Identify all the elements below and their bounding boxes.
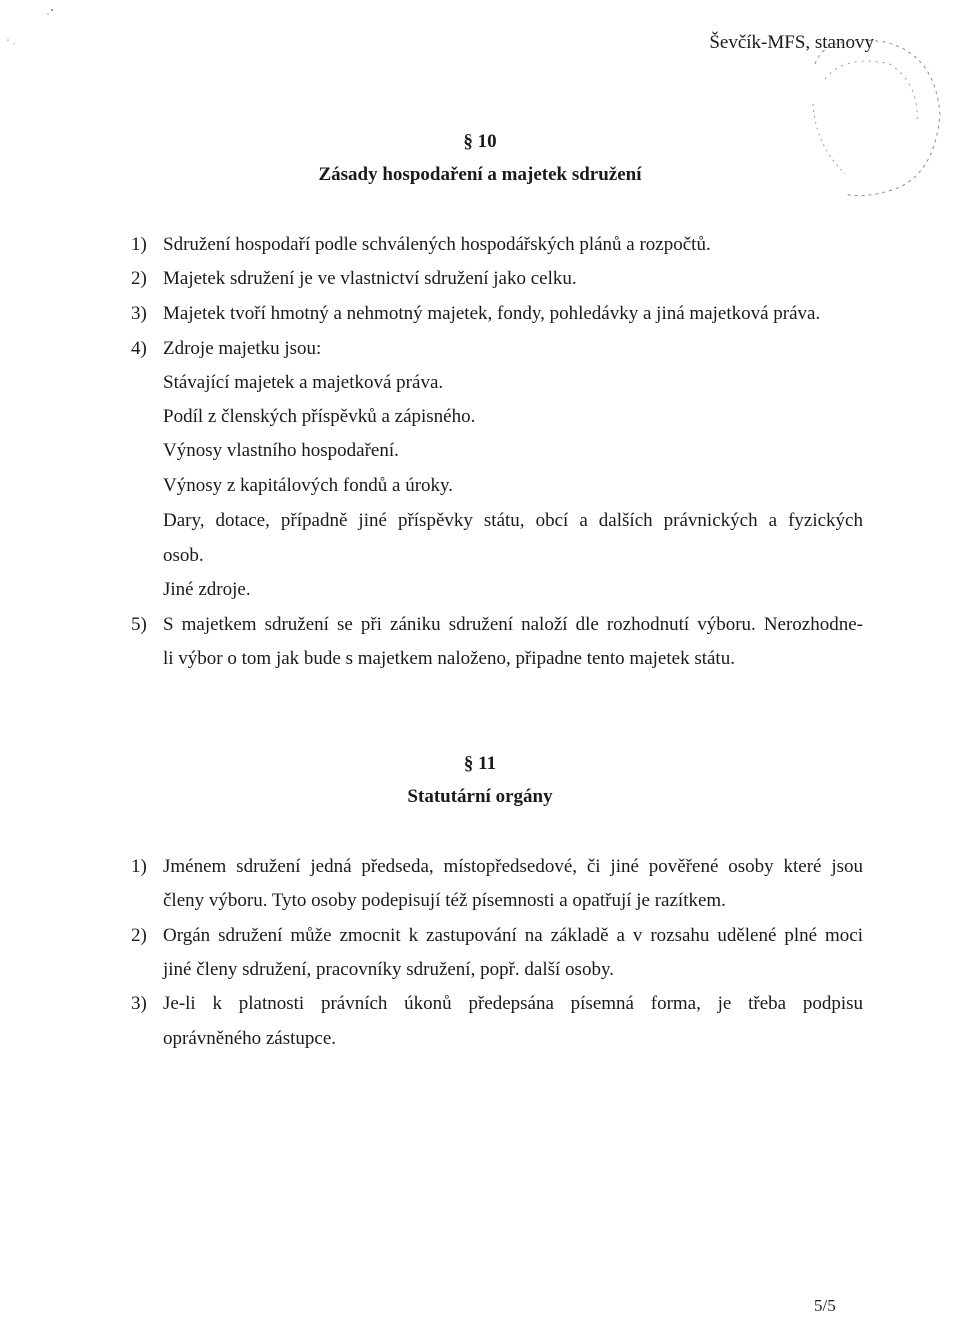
s10-item-4-text: Zdroje majetku jsou: <box>163 338 322 359</box>
s11-item-1-line-1: Jménem sdružení jedná předseda, místopředsedové, či jiné pověřené osoby které jsou <box>163 856 863 877</box>
s10-item-4-sub-5-cont: osob. <box>163 545 204 566</box>
s10-item-3-number: 3) <box>131 303 147 324</box>
s11-item-3-number: 3) <box>131 993 147 1014</box>
s10-item-5-number: 5) <box>131 614 147 635</box>
s10-item-4-sub-3: Výnosy vlastního hospodaření. <box>163 440 399 461</box>
s10-item-5-line-1: S majetkem sdružení se při zániku sdružení naloží dle rozhodnutí výboru. Nerozhodne- <box>163 614 863 635</box>
s11-item-1-number: 1) <box>131 856 147 877</box>
section-10-number: § 10 <box>463 131 497 152</box>
s11-item-3-line-2: oprávněného zástupce. <box>163 1028 337 1049</box>
s10-item-5-line-2: li výbor o tom jak bude s majetkem naloženo, připadne tento majetek státu. <box>163 648 735 669</box>
section-11-number: § 11 <box>463 753 497 774</box>
s11-item-2-number: 2) <box>131 925 147 946</box>
s10-item-4-sub-5: Dary, dotace, případně jiné příspěvky státu, obcí a dalších právnických a fyzických <box>163 510 863 531</box>
document-header: Ševčík-MFS, stanovy <box>709 32 874 53</box>
s10-item-4-sub-1: Stávající majetek a majetková práva. <box>163 372 444 393</box>
s10-item-4-sub-4: Výnosy z kapitálových fondů a úroky. <box>163 475 454 496</box>
s10-item-4-sub-6: Jiné zdroje. <box>163 579 251 600</box>
s10-item-3-text: Majetek tvoří hmotný a nehmotný majetek, fondy, pohledávky a jiná majetková práva. <box>163 303 821 324</box>
s11-item-1-line-2: členy výboru. Tyto osoby podepisují též písemnosti a opatřují je razítkem. <box>163 890 726 911</box>
s11-item-3-line-1: Je-li k platnosti právních úkonů předepsána písemná forma, je třeba podpisu <box>163 993 863 1014</box>
s10-item-1-number: 1) <box>131 234 147 255</box>
s10-item-1-text: Sdružení hospodaří podle schválených hospodářských plánů a rozpočtů. <box>163 234 711 255</box>
section-10-title: Zásady hospodaření a majetek sdružení <box>318 164 642 185</box>
section-11-title: Statutární orgány <box>407 786 553 807</box>
s10-item-4-number: 4) <box>131 338 147 359</box>
s10-item-2-number: 2) <box>131 268 147 289</box>
s10-item-2-text: Majetek sdružení je ve vlastnictví sdružení jako celku. <box>163 268 577 289</box>
page-number: 5/5 <box>814 1296 836 1315</box>
s11-item-2-line-2: jiné členy sdružení, pracovníky sdružení, popř. další osoby. <box>163 959 614 980</box>
s10-item-4-sub-2: Podíl z členských příspěvků a zápisného. <box>163 406 476 427</box>
s11-item-2-line-1: Orgán sdružení může zmocnit k zastupování na základě a v rozsahu udělené plné moci <box>163 925 863 946</box>
